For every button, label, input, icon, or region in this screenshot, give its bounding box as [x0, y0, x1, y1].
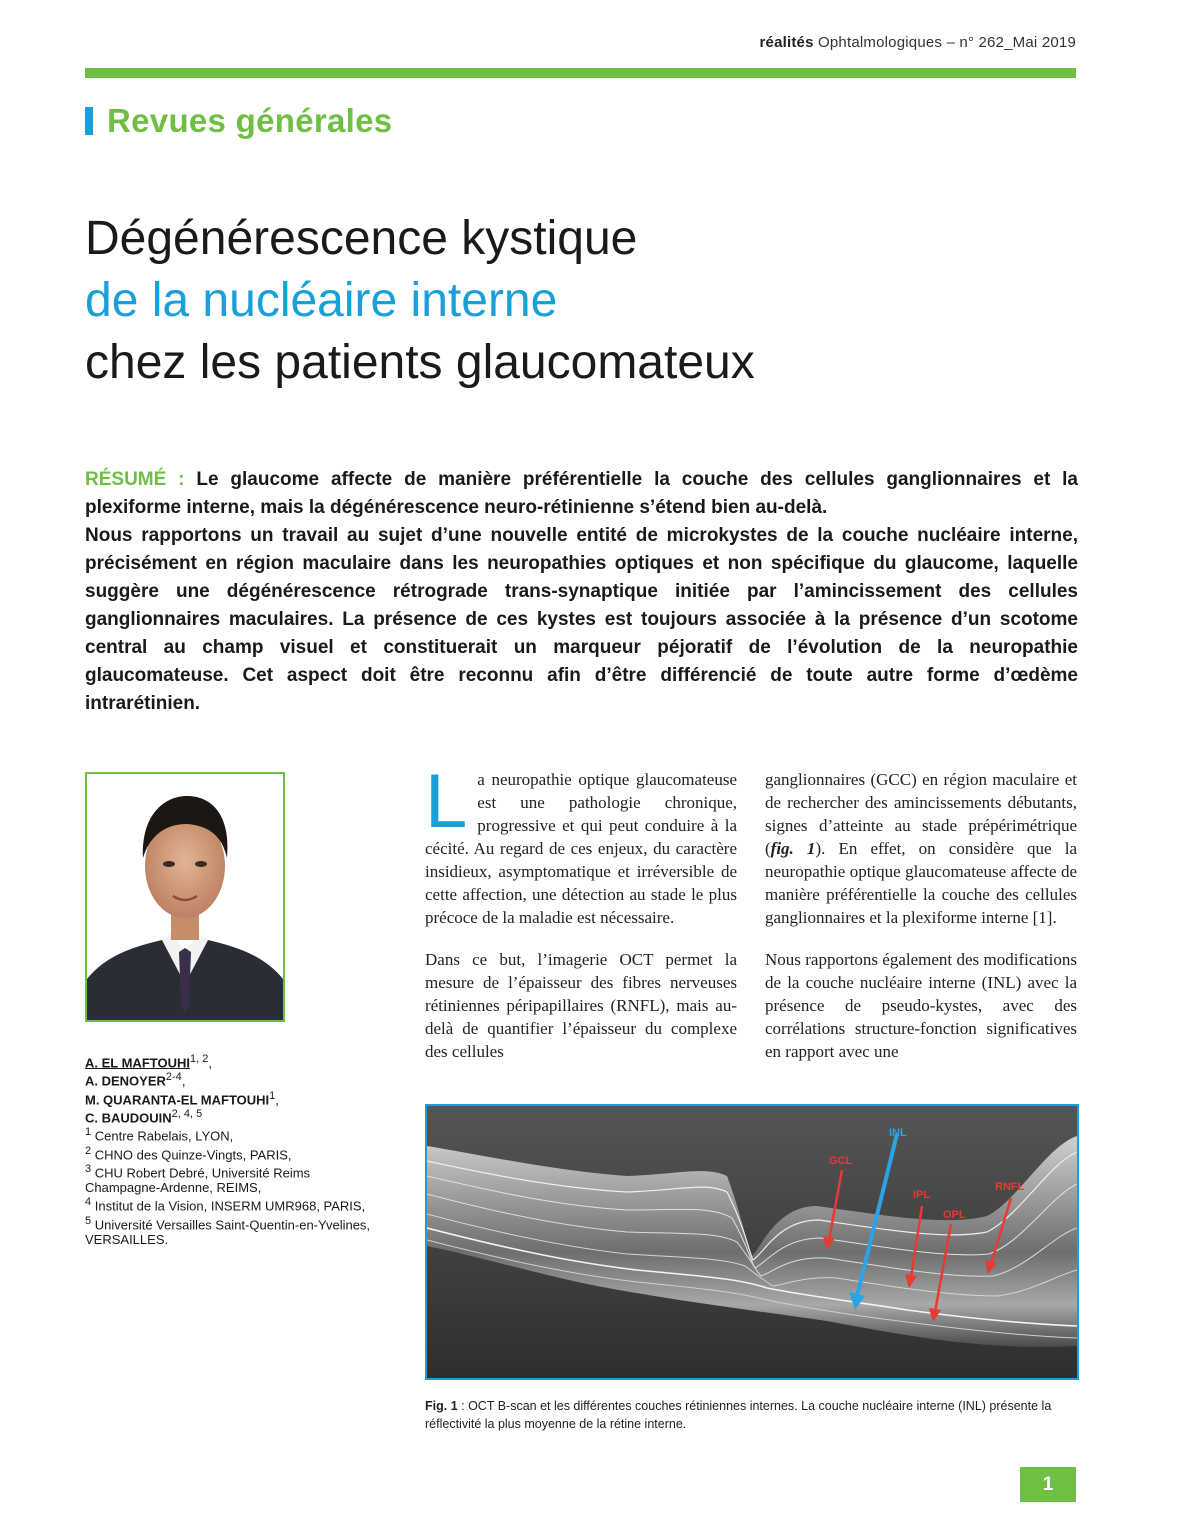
body-paragraph: La neuropathie optique glaucomateuse est une pathologie chronique, progressive et qui peut conduire à la cécité. Au regard de ces enjeux, du caractère insidieux, asymptomatique et irréversible de cette affection, une détection au stade le plus précoce de la maladie est nécessaire. — [425, 759, 737, 927]
drop-cap: L — [425, 759, 468, 844]
oct-figure — [425, 1104, 1079, 1380]
affiliation: $^2$ CHNO des Quinze-Vingts, PARIS, — [85, 1144, 292, 1162]
label-ipl: IPL — [913, 1189, 931, 1201]
abstract-paragraph-1 — [85, 466, 1078, 522]
body-paragraph: ganglionnaires (GCC) en région maculaire et de rechercher des amincissements débutants, signes d’atteinte au stade prépérimétrique (fig. 1). En effet, on considère que la neuropathie optique glaucomateuse affecte de manière préférentielle la couche des cellules ganglionnaires et la plexiforme interne [1]. — [765, 770, 1077, 927]
body-column-1 — [425, 759, 737, 1082]
affiliation: $^3$ CHU Robert Debré, Université Reims Champagne-Ardenne, REIMS, — [85, 1162, 311, 1196]
journal-header — [760, 34, 1077, 51]
affiliation: $^5$ Université Versailles Saint-Quentin-en-Yvelines, VERSAILLES. — [85, 1214, 371, 1247]
journal-name: réalités — [759, 34, 814, 51]
author-line — [85, 1107, 385, 1125]
body-paragraph: Dans ce but, l’imagerie OCT permet la mesure de l’épaisseur des fibres nerveuses rétiniennes péripapillaires (RNFL), mais au-delà de quantifier l’épaisseur du complexe des cellules — [425, 950, 737, 1061]
abstract-label: RÉSUMÉ : — [85, 469, 185, 490]
author-name: A. DENOYER — [85, 1073, 166, 1089]
title-line-1: Dégénérescence kystique — [85, 212, 638, 265]
author-affiliation-ref: 2, 4, 5 — [171, 1107, 203, 1120]
figure-reference[interactable]: fig. 1 — [770, 839, 816, 858]
author-affiliation-ref: 1 — [269, 1089, 276, 1102]
oct-bscan-image — [427, 1106, 1077, 1378]
label-inl: INL — [889, 1127, 907, 1139]
author-portrait-image — [87, 774, 283, 1020]
section-rubric — [85, 103, 392, 139]
title-line-2: de la nucléaire interne — [85, 274, 558, 327]
author-block — [85, 1052, 385, 1247]
author-name: M. QUARANTA-EL MAFTOUHI — [85, 1091, 270, 1107]
figure-caption — [425, 1397, 1080, 1433]
author-line: A. DENOYER$^{2-4}$, — [85, 1071, 186, 1089]
label-rnfl: RNFL — [995, 1181, 1025, 1193]
author-line: A. EL MAFTOUHI$^{1, 2}$, — [85, 1053, 212, 1071]
label-gcl: GCL — [829, 1155, 853, 1167]
body-column-2 — [765, 768, 1077, 1082]
abstract-text-1: Le glaucome affecte de manière préférentielle la couche des cellules ganglionnaires et la plexiforme interne, mais la dégénérescence neuro-rétinienne s’étend bien au-delà. — [85, 469, 1078, 518]
article-title — [85, 208, 1085, 394]
page-number: 1 — [1020, 1467, 1076, 1502]
abstract — [85, 466, 1078, 718]
caption-label: Fig. 1 — [425, 1399, 458, 1413]
journal-issue: Ophtalmologiques – n° 262_Mai 2019 — [818, 34, 1076, 51]
abstract-paragraph-2: Nous rapportons un travail au sujet d’une nouvelle entité de microkystes de la couche nucléaire interne, précisément en région maculaire dans les neuropathies optiques et non spécifique du glaucome, laquelle suggère une dégénérescence rétrograde trans-synaptique initiée par l’amincissement des cellules ganglionnaires maculaires. La présence de ces kystes est toujours associée à la présence d’un scotome central au champ visuel et constituerait un marqueur péjoratif de l’évolution de la neuropathie glaucomateuse. Cet aspect doit être reconnu afin d’être différencié de toute autre forme d’œdème intrarétinien. — [85, 525, 1078, 714]
header-rule — [85, 68, 1076, 78]
affiliation: $^4$ Institut de la Vision, INSERM UMR968, PARIS, — [85, 1196, 366, 1214]
author-photo — [85, 772, 285, 1022]
author-affiliation-ref: 1, 2 — [189, 1053, 209, 1065]
author-name: C. BAUDOUIN — [85, 1110, 172, 1126]
rubric-label: Revues générales — [107, 102, 393, 139]
author-affiliation-ref: 2-4 — [165, 1071, 182, 1084]
affiliation: $^1$ Centre Rabelais, LYON, — [85, 1126, 234, 1144]
body-paragraph: Nous rapportons également des modifications de la couche nucléaire interne (INL) avec la présence de pseudo-kystes, avec des corrélations structure-fonction significatives en rapport avec une — [765, 950, 1077, 1061]
author-line: M. QUARANTA-EL MAFTOUHI$^1$, — [85, 1089, 279, 1107]
rubric-marker — [85, 107, 93, 135]
label-opl: OPL — [943, 1209, 966, 1221]
title-line-3: chez les patients glaucomateux — [85, 336, 755, 389]
caption-text: : OCT B-scan et les différentes couches rétiniennes internes. La couche nucléaire interne (INL) présente la réflectivité la plus moyenne de la rétine interne. — [425, 1399, 1052, 1431]
author-name: A. EL MAFTOUHI — [85, 1055, 190, 1071]
